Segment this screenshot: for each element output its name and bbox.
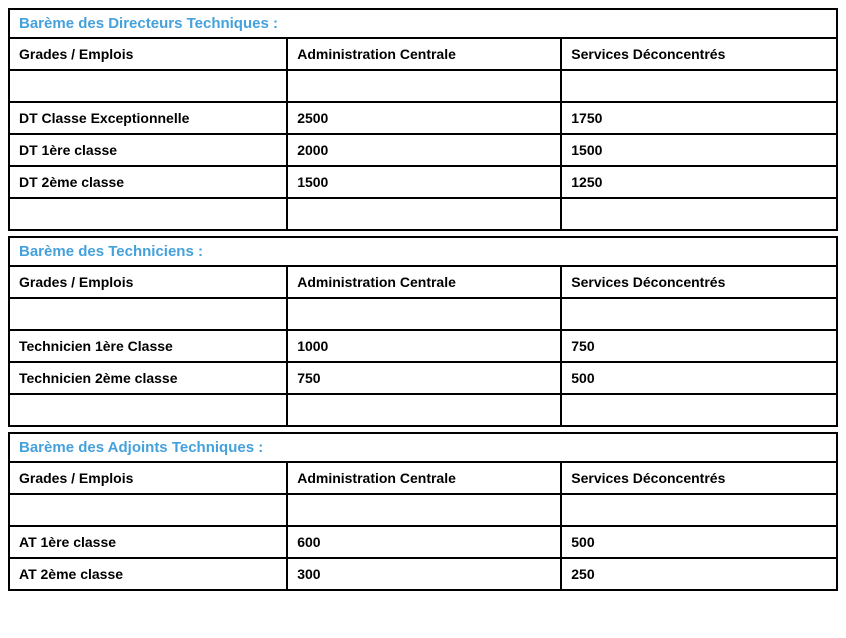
column-header-administration-centrale: Administration Centrale xyxy=(287,462,561,494)
column-header-grades-emplois: Grades / Emplois xyxy=(9,266,287,298)
services-deconcentres-cell xyxy=(561,198,837,230)
administration-centrale-cell xyxy=(287,298,561,330)
administration-centrale-cell xyxy=(287,70,561,102)
services-deconcentres-cell: 1750 xyxy=(561,102,837,134)
table-row xyxy=(9,494,837,526)
grade-cell: DT 2ème classe xyxy=(9,166,287,198)
services-deconcentres-cell xyxy=(561,70,837,102)
services-deconcentres-cell: 250 xyxy=(561,558,837,590)
grade-cell: Technicien 2ème classe xyxy=(9,362,287,394)
table-row xyxy=(9,558,837,590)
services-deconcentres-cell: 500 xyxy=(561,526,837,558)
services-deconcentres-cell xyxy=(561,494,837,526)
section-title-row xyxy=(9,9,837,38)
administration-centrale-cell xyxy=(287,494,561,526)
column-header-services-deconcentres: Services Déconcentrés xyxy=(561,38,837,70)
column-header-services-deconcentres: Services Déconcentrés xyxy=(561,462,837,494)
table-row xyxy=(9,394,837,426)
administration-centrale-cell: 1500 xyxy=(287,166,561,198)
administration-centrale-cell xyxy=(287,394,561,426)
grade-cell xyxy=(9,70,287,102)
bareme-table-adjoints-techniques xyxy=(8,432,838,591)
section-title-row xyxy=(9,433,837,462)
column-header-administration-centrale: Administration Centrale xyxy=(287,38,561,70)
grade-cell: Technicien 1ère Classe xyxy=(9,330,287,362)
administration-centrale-cell: 600 xyxy=(287,526,561,558)
services-deconcentres-cell: 1500 xyxy=(561,134,837,166)
table-row xyxy=(9,362,837,394)
services-deconcentres-cell: 750 xyxy=(561,330,837,362)
grade-cell xyxy=(9,298,287,330)
column-header-row xyxy=(9,462,837,494)
administration-centrale-cell: 2000 xyxy=(287,134,561,166)
table-row xyxy=(9,330,837,362)
administration-centrale-cell: 300 xyxy=(287,558,561,590)
grade-cell xyxy=(9,198,287,230)
administration-centrale-cell: 2500 xyxy=(287,102,561,134)
grade-cell: AT 2ème classe xyxy=(9,558,287,590)
table-row xyxy=(9,134,837,166)
table-row xyxy=(9,526,837,558)
services-deconcentres-cell: 500 xyxy=(561,362,837,394)
administration-centrale-cell: 1000 xyxy=(287,330,561,362)
table-row xyxy=(9,298,837,330)
column-header-services-deconcentres: Services Déconcentrés xyxy=(561,266,837,298)
table-row xyxy=(9,102,837,134)
administration-centrale-cell xyxy=(287,198,561,230)
column-header-grades-emplois: Grades / Emplois xyxy=(9,462,287,494)
section-title-row xyxy=(9,237,837,266)
grade-cell xyxy=(9,394,287,426)
column-header-row xyxy=(9,38,837,70)
grade-cell: AT 1ère classe xyxy=(9,526,287,558)
table-row xyxy=(9,198,837,230)
section-title-adjoints-techniques: Barème des Adjoints Techniques : xyxy=(9,433,837,462)
column-header-row xyxy=(9,266,837,298)
services-deconcentres-cell xyxy=(561,394,837,426)
services-deconcentres-cell xyxy=(561,298,837,330)
section-title-directeurs-techniques: Barème des Directeurs Techniques : xyxy=(9,9,837,38)
section-title-techniciens: Barème des Techniciens : xyxy=(9,237,837,266)
services-deconcentres-cell: 1250 xyxy=(561,166,837,198)
grade-cell: DT Classe Exceptionnelle xyxy=(9,102,287,134)
grade-cell: DT 1ère classe xyxy=(9,134,287,166)
administration-centrale-cell: 750 xyxy=(287,362,561,394)
bareme-table-directeurs-techniques xyxy=(8,8,838,231)
column-header-grades-emplois: Grades / Emplois xyxy=(9,38,287,70)
grade-cell xyxy=(9,494,287,526)
table-row xyxy=(9,166,837,198)
bareme-table-techniciens xyxy=(8,236,838,427)
table-row xyxy=(9,70,837,102)
column-header-administration-centrale: Administration Centrale xyxy=(287,266,561,298)
